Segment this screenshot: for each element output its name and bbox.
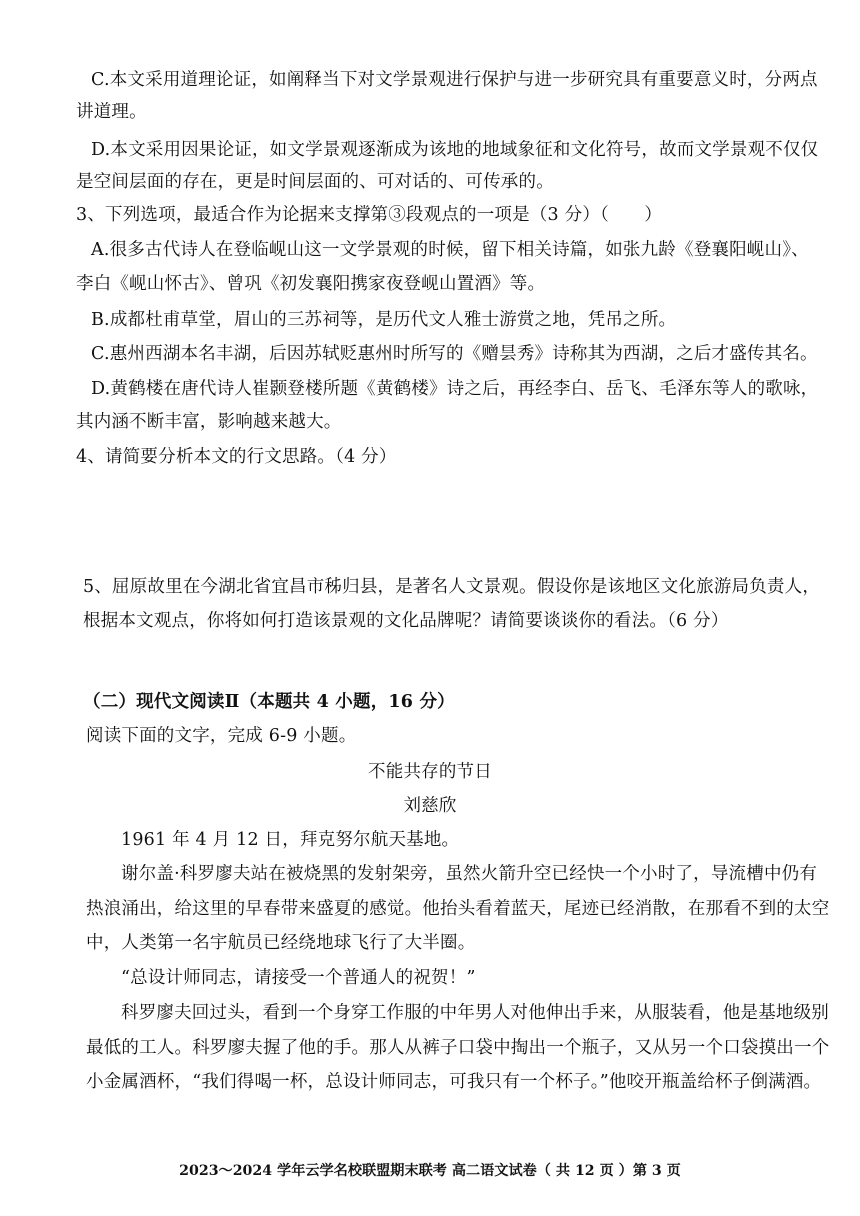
paragraph-2-line-2: 热浪涌出，给这里的早春带来盛夏的感觉。他抬头看着蓝天，尾迹已经消散，在那看不到的太空	[86, 899, 830, 919]
q3-option-b: B.成都杜甫草堂，眉山的三苏祠等，是历代文人雅士游赏之地，凭吊之所。	[91, 310, 677, 330]
q3-option-d-line-1: D.黄鹤楼在唐代诗人崔颢登楼所题《黄鹤楼》诗之后，再经李白、岳飞、毛泽东等人的歌咏，	[91, 379, 819, 399]
option-c-line-1: C.本文采用道理论证，如阐释当下对文学景观进行保护与进一步研究具有重要意义时，分两点	[91, 70, 818, 90]
paragraph-3: “总设计师同志，请接受一个普通人的祝贺！”	[121, 968, 476, 988]
article-title: 不能共存的节日	[368, 762, 492, 782]
paragraph-4-line-1: 科罗廖夫回过头，看到一个身穿工作服的中年男人对他伸出手来，从服装看，他是基地级别	[121, 1003, 829, 1023]
option-d-line-2: 是空间层面的存在，更是时间层面的、可对话的、可传承的。	[76, 172, 554, 192]
question-3-stem: 3、下列选项，最适合作为论据来支撑第③段观点的一项是（3 分）（ ）	[76, 205, 663, 225]
q3-option-a-line-1: A.很多古代诗人在登临岘山这一文学景观的时候，留下相关诗篇，如张九龄《登襄阳岘山》、	[91, 240, 809, 260]
option-c-line-2: 讲道理。	[76, 102, 147, 122]
page-footer: 2023～2024 学年云学名校联盟期末联考 高二语文试卷（ 共 12 页 ）第 3 页	[179, 1163, 681, 1179]
question-5-line-2: 根据本文观点，你将如何打造该景观的文化品牌呢？请简要谈谈你的看法。（6 分）	[83, 611, 729, 631]
q3-option-c: C.惠州西湖本名丰湖，后因苏轼贬惠州时所写的《赠昙秀》诗称其为西湖，之后才盛传其名。	[91, 344, 818, 364]
paragraph-4-line-2: 最低的工人。科罗廖夫握了他的手。那人从裤子口袋中掏出一个瓶子，又从另一个口袋摸出一个	[86, 1038, 830, 1058]
question-4-stem: 4、请简要分析本文的行文思路。（4 分）	[76, 447, 397, 467]
section-heading: （二）现代文阅读Ⅱ（本题共 4 小题，16 分）	[83, 692, 455, 712]
paragraph-2-line-3: 中，人类第一名宇航员已经绕地球飞行了大半圈。	[86, 933, 476, 953]
question-5-line-1: 5、屈原故里在今湖北省宜昌市秭归县，是著名人文景观。假设你是该地区文化旅游局负责人，	[83, 577, 821, 597]
q3-option-a-line-2: 李白《岘山怀古》、曾巩《初发襄阳携家夜登岘山置酒》等。	[76, 274, 546, 294]
option-d-line-1: D.本文采用因果论证，如文学景观逐渐成为该地的地域象征和文化符号，故而文学景观不仅仅	[91, 140, 819, 160]
paragraph-4-line-3: 小金属酒杯，“我们得喝一杯，总设计师同志，可我只有一个杯子。”他咬开瓶盖给杯子倒满酒。	[86, 1072, 822, 1092]
article-author: 刘慈欣	[403, 796, 457, 816]
q3-option-d-line-2: 其内涵不断丰富，影响越来越大。	[76, 412, 342, 432]
paragraph-2-line-1: 谢尔盖·科罗廖夫站在被烧黑的发射架旁，虽然火箭升空已经快一个小时了，导流槽中仍有	[121, 864, 818, 884]
reading-instruction: 阅读下面的文字，完成 6-9 小题。	[86, 726, 357, 746]
paragraph-1: 1961 年 4 月 12 日，拜克努尔航天基地。	[121, 830, 460, 850]
